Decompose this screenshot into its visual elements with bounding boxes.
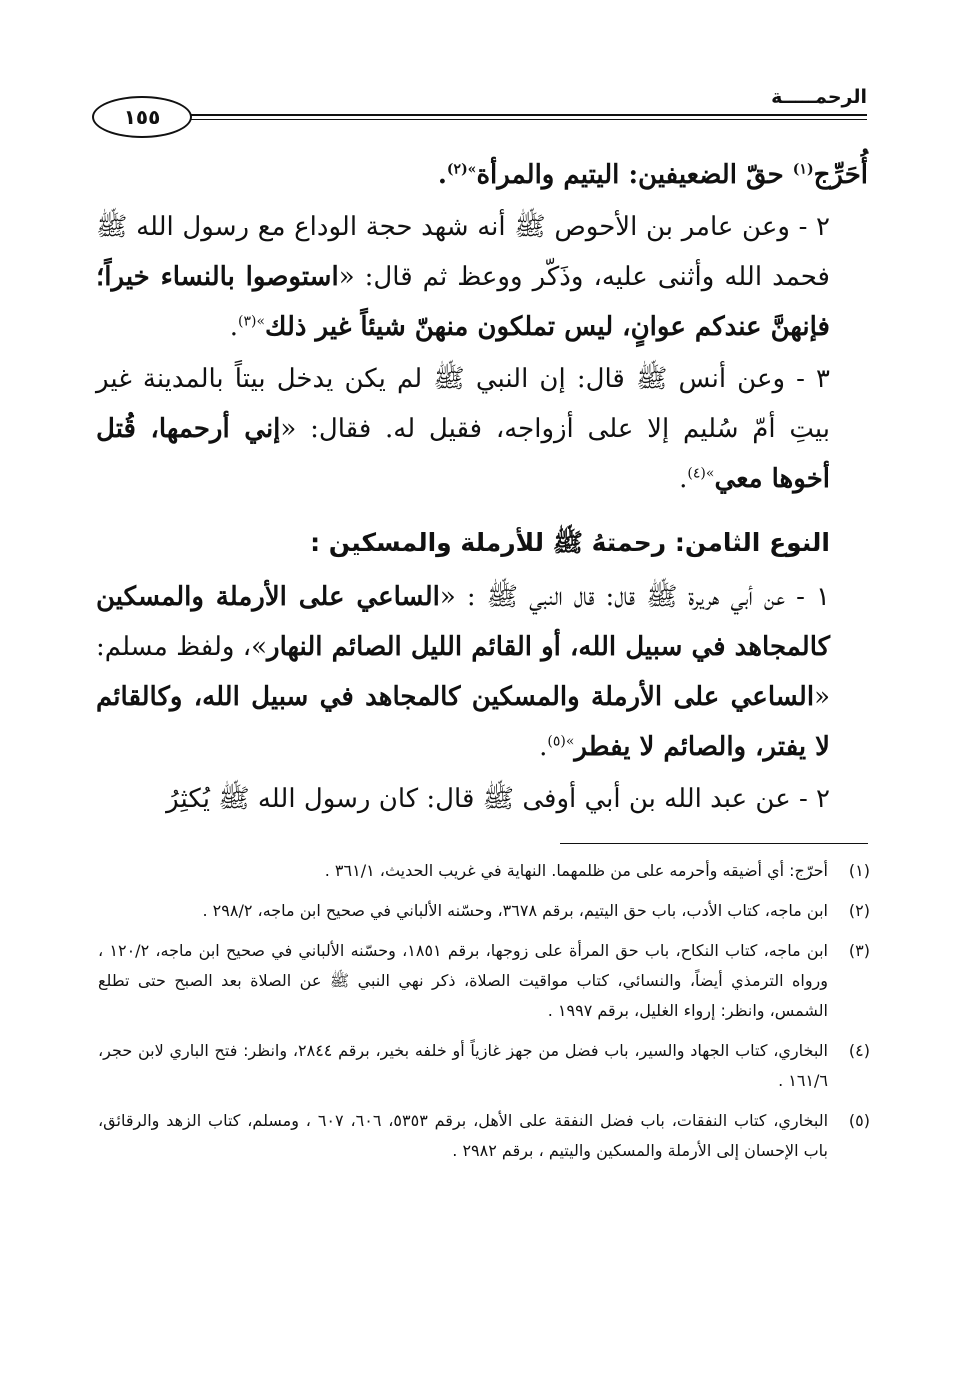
hadith-quote: استوصوا بالنساء خيراً؛ فإنهنَّ عندكم عوانٍ، ليس تملكون منهنّ شيئاً غير ذلك	[96, 262, 830, 342]
footnote-text: البخاري، كتاب النفقات، باب فضل النفقة على الأهل، برقم ٥٣٥٣، ٦٠٦، ٦٠٧ ، ومسلم، كتاب الزهد والرقائق، باب الإحسان إلى الأرملة والمسكين واليتيم ، برقم ٢٩٨٢ .	[98, 1111, 829, 1160]
hadith-end: .	[679, 464, 688, 494]
hadith-quote-muslim: الساعي على الأرملة والمسكين كالمجاهد في سبيل الله، وكالقائم لا يفتر، والصائم لا يفطر	[96, 682, 830, 762]
footnote-number: (٤)	[848, 1041, 870, 1060]
footnote-ref-1: (١)	[792, 161, 814, 178]
footnote-item	[98, 936, 870, 1026]
hadith-end: .	[229, 312, 239, 342]
footnote-text: ابن ماجه، كتاب النكاح، باب حق المرأة على زوجها، برقم ١٨٥١، وحسّنه الألباني في صحيح ابن ماجه، ١٢٠/٢ ، ورواه الترمذي أيضاً، والنسائي، كتاب مواقيت الصلاة، ذكر نهي النبي ﷺ عن الصلاة بعد الصبح حتى تطلع الشمس، وانظر: إرواء الغليل، برقم ١٩٩٧ .	[98, 941, 829, 1020]
paragraph-hadith-2	[96, 202, 868, 352]
page-header	[92, 86, 867, 146]
footnote-ref-2: »(٢)	[446, 161, 477, 178]
footnote-number: (٣)	[848, 941, 870, 960]
paragraph-hadith-widow-1	[96, 572, 868, 772]
footnote-number: (٥)	[848, 1111, 870, 1130]
footnote-item	[98, 1036, 870, 1096]
footnote-number: (١)	[848, 861, 870, 880]
footnote-ref-4: »(٤)	[687, 465, 715, 482]
main-text	[96, 150, 868, 826]
footnote-ref-5: »(٥)	[547, 733, 575, 750]
paragraph-hadith-widow-2: ٢ - عن عبد الله بن أبي أوفى ﷺ قال: كان رسول الله ﷺ يُكثِرُ	[166, 784, 830, 814]
hadith-intro: ٣ - وعن أنس ﷺ قال: إن النبي ﷺ لم يكن يدخل بيتاً بالمدينة غير بيتِ أمّ سُليم إلا على أزواجه، فقيل له. فقال: «	[96, 364, 830, 444]
running-title: الرحمـــــة	[771, 86, 867, 108]
footnote-item	[98, 1106, 870, 1166]
line-end: .	[437, 160, 447, 190]
footnote-number: (٢)	[848, 901, 870, 920]
section-heading: النوع الثامن: رحمتهُ ﷺ للأرملة والمسكين :	[310, 528, 830, 557]
footnote-ref-3: »(٣)	[238, 313, 266, 330]
footnote-separator	[560, 843, 868, 844]
page-number: ١٥٥	[92, 96, 192, 138]
footnote-text: البخاري، كتاب الجهاد والسير، باب فضل من جهز غازياً أو خلفه بخير، برقم ٢٨٤٤، وانظر: فتح الباري لابن حجر، ١٦١/٦ .	[98, 1041, 829, 1090]
footnote-item	[98, 856, 870, 886]
paragraph-hadith-3	[96, 354, 868, 504]
hadith-intro: ١ - عن أبي هريرة ﷺ قال: قال النبي ﷺ : «	[439, 582, 830, 612]
hadith-link: »، ولفظ مسلم: «	[96, 632, 830, 712]
hadith-end: .	[539, 732, 548, 762]
line-text: حقّ الضعيفين: اليتيم والمرأة	[476, 160, 793, 190]
footnote-text: ابن ماجه، كتاب الأدب، باب حق اليتيم، برقم ٣٦٧٨، وحسّنه الألباني في صحيح ابن ماجه، ٢٩٨/٢ .	[202, 901, 828, 920]
paragraph-continuation	[96, 150, 868, 200]
line-start: أُحَرِّج	[813, 160, 868, 190]
header-rule	[172, 114, 867, 116]
hadith-intro: ٢ - وعن عامر بن الأحوص ﷺ أنه شهد حجة الوداع مع رسول الله ﷺ فحمد الله وأثنى عليه، وذَكّر ووعظ ثم قال: «	[96, 212, 830, 292]
header-rule-thin	[172, 119, 867, 120]
footnote-text: أحرّج: أي أضيقه وأحرمه على من ظلمهما. النهاية في غريب الحديث، ٣٦١/١ .	[324, 861, 828, 880]
hadith-quote: الساعي على الأرملة والمسكين كالمجاهد في سبيل الله، أو القائم الليل الصائم النهار	[96, 582, 830, 662]
footnote-item	[98, 896, 870, 926]
hadith-quote: إني أرحمها، قُتل أخوها معي	[96, 414, 830, 494]
footnotes	[98, 856, 870, 1176]
